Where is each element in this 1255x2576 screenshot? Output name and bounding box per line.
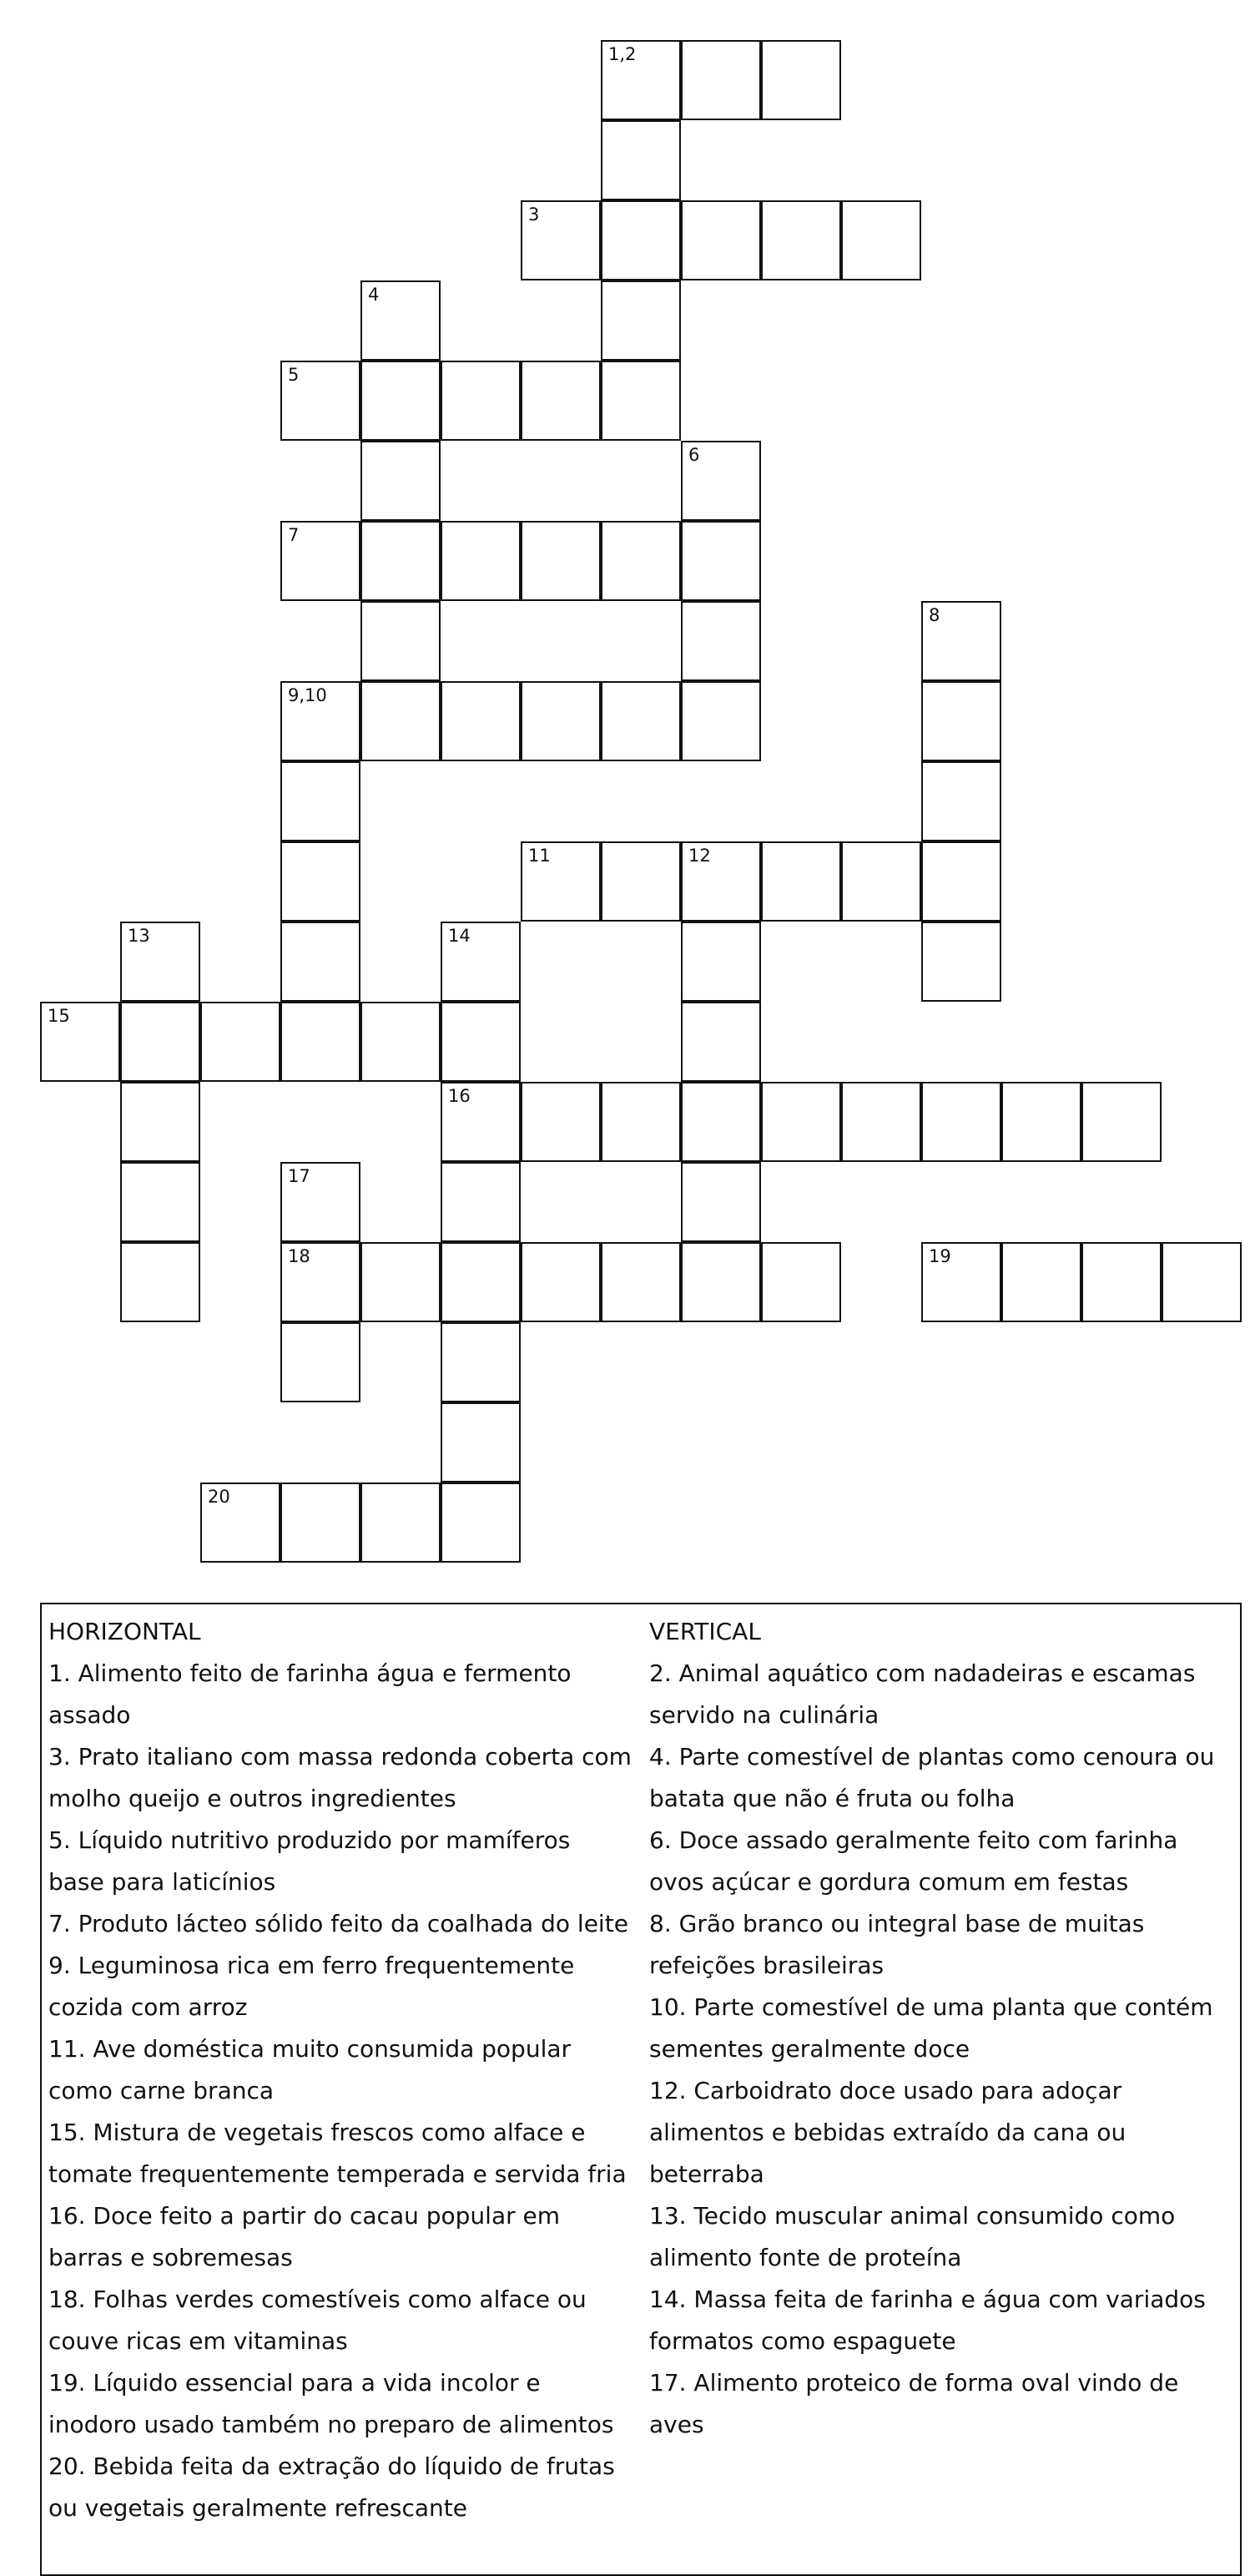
crossword-cell[interactable] <box>40 1002 120 1082</box>
crossword-cell[interactable] <box>921 841 1001 922</box>
crossword-cell[interactable] <box>921 761 1001 841</box>
crossword-cell[interactable] <box>921 681 1001 761</box>
crossword-cell[interactable] <box>280 1242 360 1322</box>
clue-h3: 3. Prato italiano com massa redonda coberta com molho queijo e outros ingredientes <box>48 1743 632 1812</box>
crossword-cell[interactable] <box>601 681 681 761</box>
clue-number: 16 <box>448 1086 471 1106</box>
horizontal-heading: HORIZONTAL <box>48 1618 201 1645</box>
crossword-cell[interactable] <box>601 361 681 441</box>
crossword-cell[interactable] <box>761 841 841 922</box>
crossword-cell[interactable] <box>921 601 1001 681</box>
crossword-cell[interactable] <box>441 361 521 441</box>
clue-v17: 17. Alimento proteico de forma oval vindo de aves <box>649 2369 1179 2438</box>
crossword-cell[interactable] <box>360 1482 441 1563</box>
crossword-cell[interactable] <box>681 681 761 761</box>
crossword-cell[interactable] <box>441 521 521 601</box>
clue-h11: 11. Ave doméstica muito consumida popular como carne branca <box>48 2035 572 2104</box>
clue-number: 15 <box>48 1006 70 1026</box>
clue-number: 14 <box>448 926 471 946</box>
crossword-cell[interactable] <box>280 1002 360 1082</box>
crossword-cell[interactable] <box>280 1322 360 1402</box>
crossword-cell[interactable] <box>441 1482 521 1563</box>
crossword-cell[interactable] <box>280 521 360 601</box>
crossword-cell[interactable] <box>280 922 360 1002</box>
clue-v4: 4. Parte comestível de plantas como cenoura ou batata que não é fruta ou folha <box>649 1743 1215 1812</box>
crossword-cell[interactable] <box>521 1082 601 1162</box>
crossword-cell[interactable] <box>360 1002 441 1082</box>
clue-number: 4 <box>368 285 380 305</box>
crossword-cell[interactable] <box>120 1082 200 1162</box>
crossword-cell[interactable] <box>360 601 441 681</box>
clue-v8: 8. Grão branco ou integral base de muitas refeições brasileiras <box>649 1910 1145 1979</box>
crossword-cell[interactable] <box>441 1242 521 1322</box>
crossword-cell[interactable] <box>601 1082 681 1162</box>
crossword-cell[interactable] <box>681 1082 761 1162</box>
clue-v13: 13. Tecido muscular animal consumido como alimento fonte de proteína <box>649 2202 1176 2271</box>
crossword-cell[interactable] <box>521 200 601 280</box>
crossword-cell[interactable] <box>601 40 681 120</box>
crossword-cell[interactable] <box>681 521 761 601</box>
crossword-cell[interactable] <box>441 1002 521 1082</box>
crossword-cell[interactable] <box>601 841 681 922</box>
clue-h20: 20. Bebida feita da extração do líquido de frutas ou vegetais geralmente refrescante <box>48 2452 615 2522</box>
clue-number: 8 <box>929 605 940 625</box>
crossword-cell[interactable] <box>681 441 761 521</box>
crossword-cell[interactable] <box>921 922 1001 1002</box>
crossword-cell[interactable] <box>601 120 681 200</box>
crossword-cell[interactable] <box>1081 1242 1162 1322</box>
vertical-clues <box>649 1611 1233 2446</box>
clue-number: 7 <box>288 525 300 545</box>
crossword-cell[interactable] <box>120 1242 200 1322</box>
crossword-cell[interactable] <box>521 521 601 601</box>
crossword-cell[interactable] <box>1001 1242 1081 1322</box>
clue-v6: 6. Doce assado geralmente feito com farinha ovos açúcar e gordura comum em festas <box>649 1826 1178 1896</box>
clue-h1: 1. Alimento feito de farinha água e fermento assado <box>48 1659 572 1729</box>
crossword-cell[interactable] <box>921 1082 1001 1162</box>
crossword-cell[interactable] <box>1081 1082 1162 1162</box>
crossword-cell[interactable] <box>521 1242 601 1322</box>
crossword-cell[interactable] <box>681 1162 761 1242</box>
crossword-cell[interactable] <box>1162 1242 1242 1322</box>
crossword-cell[interactable] <box>360 1242 441 1322</box>
crossword-cell[interactable] <box>761 1082 841 1162</box>
crossword-cell[interactable] <box>761 40 841 120</box>
crossword-cell[interactable] <box>120 1002 200 1082</box>
crossword-cell[interactable] <box>1001 1082 1081 1162</box>
crossword-cell[interactable] <box>280 1482 360 1563</box>
crossword-cell[interactable] <box>841 1082 921 1162</box>
crossword-cell[interactable] <box>441 1322 521 1402</box>
clue-number: 9,10 <box>288 685 327 705</box>
crossword-cell[interactable] <box>360 441 441 521</box>
clue-number: 5 <box>288 365 300 385</box>
crossword-cell[interactable] <box>120 922 200 1002</box>
crossword-cell[interactable] <box>441 1082 521 1162</box>
crossword-cell[interactable] <box>681 601 761 681</box>
crossword-cell[interactable] <box>681 200 761 280</box>
crossword-cell[interactable] <box>360 521 441 601</box>
crossword-cell[interactable] <box>280 361 360 441</box>
clue-number: 3 <box>528 205 540 225</box>
clue-h19: 19. Líquido essencial para a vida incolor e inodoro usado também no preparo de alimentos <box>48 2369 614 2438</box>
clue-number: 6 <box>688 445 700 465</box>
crossword-cell[interactable] <box>441 681 521 761</box>
crossword-cell[interactable] <box>280 841 360 922</box>
clue-h9: 9. Leguminosa rica em ferro frequentemente cozida com arroz <box>48 1952 575 2021</box>
clue-v2: 2. Animal aquático com nadadeiras e escamas servido na culinária <box>649 1659 1196 1729</box>
crossword-cell[interactable] <box>681 922 761 1002</box>
clue-h7: 7. Produto lácteo sólido feito da coalhada do leite <box>48 1910 628 1937</box>
vertical-heading: VERTICAL <box>649 1618 761 1645</box>
horizontal-clues <box>48 1611 633 2529</box>
crossword-cell[interactable] <box>681 841 761 922</box>
crossword-cell[interactable] <box>360 681 441 761</box>
crossword-cell[interactable] <box>280 761 360 841</box>
crossword-cell[interactable] <box>761 1242 841 1322</box>
crossword-cell[interactable] <box>681 1242 761 1322</box>
crossword-cell[interactable] <box>441 922 521 1002</box>
crossword-cell[interactable] <box>120 1162 200 1242</box>
crossword-cell[interactable] <box>601 1242 681 1322</box>
clue-number: 1,2 <box>608 44 637 64</box>
crossword-cell[interactable] <box>601 200 681 280</box>
crossword-cell[interactable] <box>841 200 921 280</box>
crossword-cell[interactable] <box>521 681 601 761</box>
crossword-cell[interactable] <box>601 280 681 361</box>
crossword-cell[interactable] <box>681 40 761 120</box>
clue-number: 20 <box>208 1487 230 1507</box>
crossword-cell[interactable] <box>280 681 360 761</box>
crossword-cell[interactable] <box>521 361 601 441</box>
crossword-cell[interactable] <box>441 1162 521 1242</box>
clue-number: 19 <box>929 1246 951 1266</box>
crossword-cell[interactable] <box>360 280 441 361</box>
clue-v14: 14. Massa feita de farinha e água com variados formatos como espaguete <box>649 2286 1206 2355</box>
crossword-cell[interactable] <box>441 1402 521 1482</box>
clue-h5: 5. Líquido nutritivo produzido por mamíferos base para laticínios <box>48 1826 571 1896</box>
crossword-cell[interactable] <box>921 1242 1001 1322</box>
crossword-cell[interactable] <box>761 200 841 280</box>
clue-number: 12 <box>688 846 711 866</box>
clue-h18: 18. Folhas verdes comestíveis como alface ou couve ricas em vitaminas <box>48 2286 587 2355</box>
crossword-cell[interactable] <box>601 521 681 601</box>
clue-number: 18 <box>288 1246 310 1266</box>
crossword-cell[interactable] <box>200 1002 280 1082</box>
clue-v12: 12. Carboidrato doce usado para adoçar alimentos e bebidas extraído da cana ou beterraba <box>649 2077 1126 2188</box>
clue-h15: 15. Mistura de vegetais frescos como alface e tomate frequentemente temperada e servida fria <box>48 2119 627 2188</box>
crossword-cell[interactable] <box>280 1162 360 1242</box>
crossword-cell[interactable] <box>360 361 441 441</box>
clue-number: 13 <box>128 926 150 946</box>
clue-v10: 10. Parte comestível de uma planta que contém sementes geralmente doce <box>649 1993 1213 2063</box>
crossword-cell[interactable] <box>521 841 601 922</box>
crossword-cell[interactable] <box>681 1002 761 1082</box>
clue-number: 11 <box>528 846 551 866</box>
crossword-cell[interactable] <box>200 1482 280 1563</box>
clue-h16: 16. Doce feito a partir do cacau popular em barras e sobremesas <box>48 2202 561 2271</box>
clue-number: 17 <box>288 1166 310 1186</box>
crossword-cell[interactable] <box>841 841 921 922</box>
clues-box <box>40 1603 1242 2576</box>
